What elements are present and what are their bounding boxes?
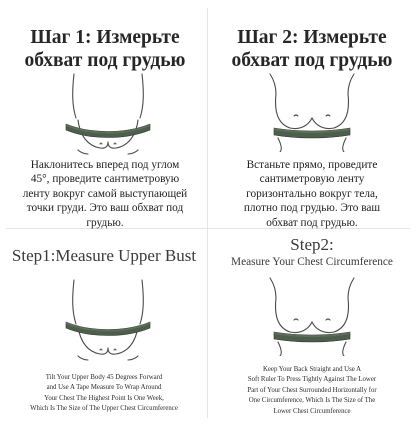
step2-ru-title [214, 26, 410, 72]
step1-en-line: Your Chest The Highest Point Is One Week, [44, 394, 164, 402]
bust-tape-under-icon [264, 72, 360, 152]
step2-ru-title-line1: Шаг 2: Измерьте [237, 27, 387, 48]
step1-ru-line: ленту вокруг самой выступающей [22, 187, 188, 200]
step2-ru-line: Встаньте прямо, проведите [246, 159, 378, 171]
step1-ru-title-line1: Шаг 1: Измерьте [30, 27, 180, 48]
bust-tape-upper-icon [60, 278, 156, 362]
step1-en-line: and Use A Tape Measure To Wrap Around [46, 384, 162, 392]
bust-tape-upper-icon [60, 72, 156, 156]
step2-en-line: Soft Ruler To Press Tightly Against The Lower [247, 376, 377, 384]
step1-en-text [4, 373, 204, 415]
step1-ru-line: 45°, проведите сантиметровую [30, 173, 180, 186]
step2-ru-title-line2: обхват под грудью [231, 50, 393, 71]
step2-en-line: Part of Your Chest Surrounded Horizontally for [247, 386, 377, 394]
vertical-divider [207, 8, 208, 418]
step1-en-line: Tilt Your Upper Body 45 Degrees Forward [45, 374, 163, 381]
step2-en-line: One Circumference, Which Is The Size of The [248, 397, 376, 405]
step2-ru-text [214, 158, 410, 230]
step1-ru-line: грудью. [86, 216, 124, 229]
step1-ru-text [8, 158, 202, 230]
step2-ru-line: сантиметровую ленту [259, 173, 365, 186]
bust-tape-under-icon [264, 276, 360, 356]
step2-ru-line: плотно под грудью. Это ваш [243, 202, 381, 215]
step2-en-line: Keep Your Back Straight and Use A [263, 366, 361, 373]
step1-ru-title [10, 26, 200, 72]
step2-en-text [212, 365, 412, 417]
step1-ru-title-line2: обхват под грудью [24, 50, 186, 71]
step2-en-title [208, 235, 416, 269]
step2-en-line: Lower Chest Circumference [273, 407, 351, 415]
step2-en-title-line2: Measure Your Chest Circumference [231, 256, 393, 268]
step2-ru-line: горизонтально вокруг тела, [246, 187, 378, 200]
step1-en-title: Step1:Measure Upper Bust [11, 246, 197, 265]
step1-en-line: Which Is The Size of The Upper Chest Circumference [30, 405, 178, 413]
step1-ru-line: Наклонитесь вперед под углом [30, 159, 180, 171]
step2-ru-line: обхват под грудью. [266, 216, 358, 229]
step1-ru-line: точки груди. Это ваш обхват под [26, 202, 184, 215]
step2-en-title-line1: Step2: [290, 235, 334, 254]
